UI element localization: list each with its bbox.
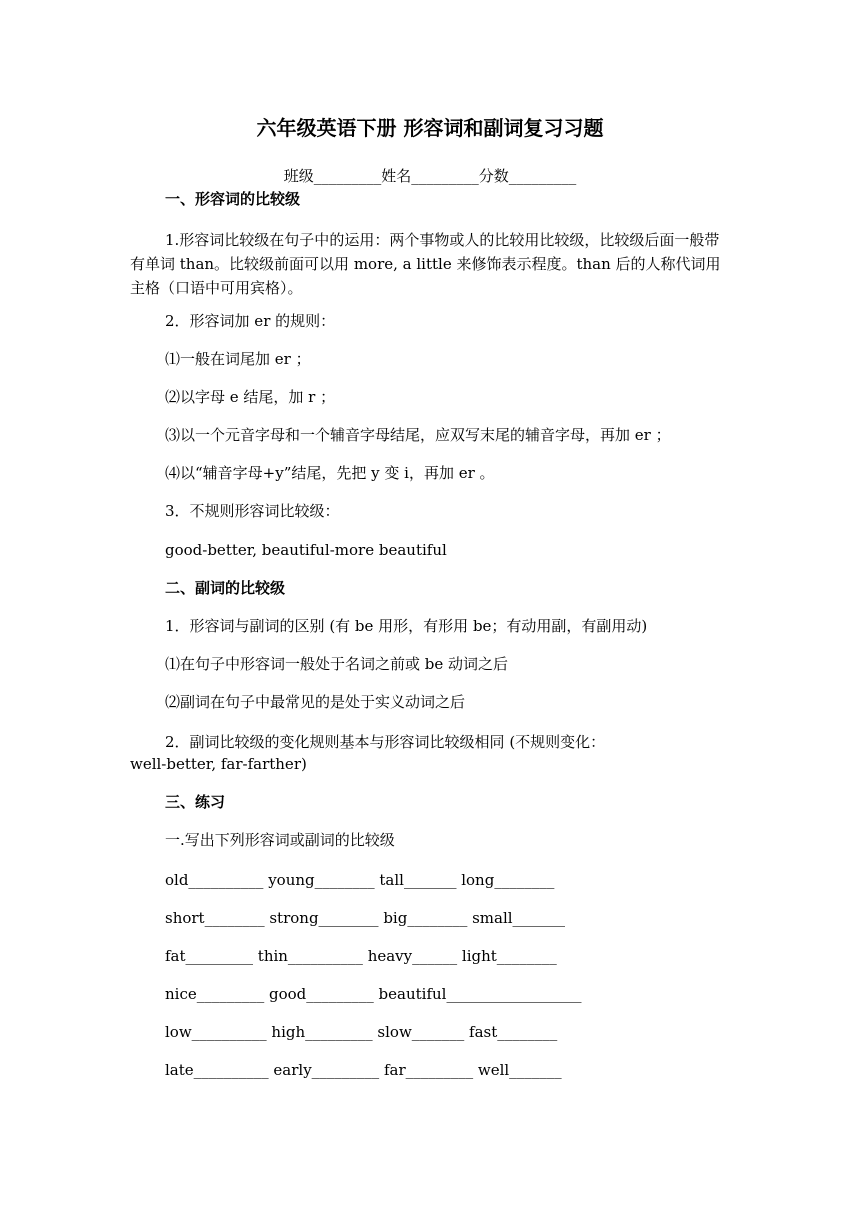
rule-item-2: ⑵以字母 e 结尾，加 r ； <box>165 388 336 406</box>
section-heading-adjective-comparative: 一、形容词的比较级 <box>165 190 301 208</box>
difference-item-2: ⑵副词在句子中最常见的是处于实义动词之后 <box>165 693 466 711</box>
exercise-row: late__________ early_________ far_________ well_______ <box>165 1061 562 1079</box>
exercise-instruction: 一.写出下列形容词或副词的比较级 <box>165 831 395 849</box>
adverb-rules-line-1: 2．副词比较级的变化规则基本与形容词比较级相同 (不规则变化： <box>165 733 606 751</box>
difference-item-1: ⑴在句子中形容词一般处于名词之前或 be 动词之后 <box>165 655 509 673</box>
exercise-row: short________ strong________ big________ small_______ <box>165 909 566 927</box>
exercise-row: old__________ young________ tall_______ long________ <box>165 871 555 889</box>
paragraph-er-rules: 2．形容词加 er 的规则： <box>165 312 336 330</box>
paragraph-adverb-rules <box>130 731 732 775</box>
exercise-row: nice_________ good_________ beautiful__________________ <box>165 985 582 1003</box>
paragraph-adjective-adverb-difference: 1．形容词与副词的区别 (有 be 用形，有形用 be；有动用副，有副用动) <box>165 617 648 635</box>
adverb-rules-line-2: well-better, far-farther) <box>130 755 307 773</box>
rule-item-1: ⑴一般在词尾加 er ； <box>165 350 311 368</box>
paragraph-irregular-comparatives: 3．不规则形容词比较级： <box>165 502 340 520</box>
rule-item-3: ⑶以一个元音字母和一个辅音字母结尾，应双写末尾的辅音字母，再加 er ； <box>165 426 671 444</box>
exercise-row: fat_________ thin__________ heavy______ light________ <box>165 947 557 965</box>
exercise-row: low__________ high_________ slow_______ fast________ <box>165 1023 558 1041</box>
document-title: 六年级英语下册 形容词和副词复习习题 <box>256 116 604 140</box>
irregular-examples: good-better, beautiful-more beautiful <box>165 541 447 559</box>
section-heading-exercises: 三、练习 <box>165 793 226 811</box>
rule-item-4: ⑷以“辅音字母+y”结尾，先把 y 变 i，再加 er 。 <box>165 464 495 482</box>
section-heading-adverb-comparative: 二、副词的比较级 <box>165 579 286 597</box>
paragraph-comparative-usage: 1.形容词比较级在句子中的运用：两个事物或人的比较用比较级，比较级后面一般带有单词 than。比较级前面可以用 more, a little 来修饰表示程度。than 后的人称代词用主格（口语中可用宾格）。 <box>130 231 721 297</box>
student-info-line: 班级_________姓名_________分数_________ <box>283 167 577 185</box>
